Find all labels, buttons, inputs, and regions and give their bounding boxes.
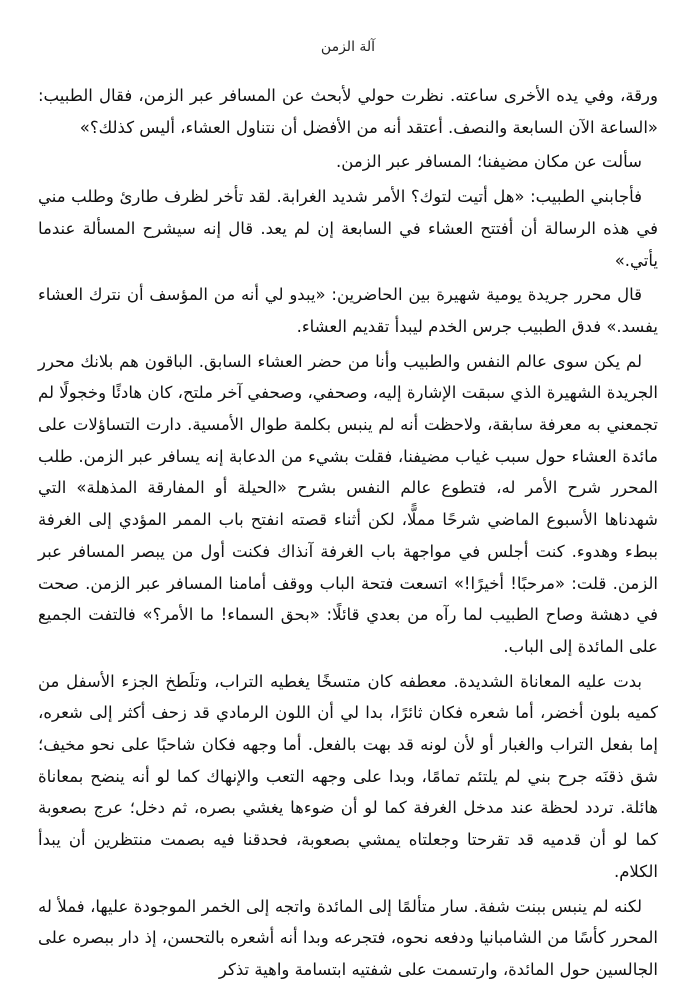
- paragraph: لم يكن سوى عالم النفس والطبيب وأنا من حضر العشاء السابق. الباقون هم بلانك محرر الجريدة الشهيرة الذي سبقت الإشارة إليه، وصحفي، وصحفي آخر ملتح، كان هادئًا وخجولًا لم تجمعني به معرفة سابقة، ولاحظت أنه لم ينبس بكلمة طوال الأمسية. دارت التساؤلات على مائدة العشاء حول سبب غياب مضيفنا، فقلت بشيء من الدعابة إنه يسافر عبر الزمن. طلب المحرر شرح الأمر له، فتطوع عالم النفس بشرح «الحيلة أو المفارقة المذهلة» التي شهدناها الأسبوع الماضي شرحًا مملًّا، لكن أثناء قصته انفتح باب الممر المؤدي إلى الغرفة ببطء وهدوء. كنت أجلس في مواجهة باب الغرفة آنذاك فكنت أول من يبصر المسافر عبر الزمن. قلت: «مرحبًا! أخيرًا!» اتسعت فتحة الباب ووقف أمامنا المسافر عبر الزمن. صحت في دهشة وصاح الطبيب لما رآه من بعدي قائلًا: «بحق السماء! ما الأمر؟» فالتفت الجميع على المائدة إلى الباب.: [38, 351, 658, 656]
- paragraph-continued: ورقة، وفي يده الأخرى ساعته. نظرت حولي لأبحث عن المسافر عبر الزمن، فقال الطبيب: «الساعة الآن السابعة والنصف. أعتقد أنه من الأفضل أن نتناول العشاء، أليس كذلك؟»: [38, 86, 658, 137]
- paragraph: بدت عليه المعاناة الشديدة. معطفه كان متسخًا يغطيه التراب، وتلَطخ الجزء الأسفل من كميه بلون أخضر، أما شعره فكان ثائرًا، بدا لي أن اللون الرمادي قد زحف أكثر إلى شعره، إما بفعل التراب والغبار أو لأن لونه قد بهت بالفعل. أما وجهه فكان شاحبًا على نحو مخيف؛ شق ذقنَه جرح بني لم يلتئم تمامًا، وبدا على وجهه التعب والإنهاك كما لو أنه ينضح بمعاناة هائلة. تردد لحظة عند مدخل الغرفة كما لو أن ضوءها يغشي بصره، ثم دخل؛ عرج بصعوبة كما لو أن قدميه قد تقرحتا وجعلتاه يمشي بصعوبة، فحدقنا فيه بصمت منتظرين أن يبدأ الكلام.: [38, 671, 658, 881]
- paragraph: قال محرر جريدة يومية شهيرة بين الحاضرين: «يبدو لي أنه من المؤسف أن نترك العشاء يفسد.» فدق الطبيب جرس الخدم ليبدأ تقديم العشاء.: [38, 285, 658, 336]
- paragraph: لكنه لم ينبس ببنت شفة. سار متألمًا إلى المائدة واتجه إلى الخمر الموجودة عليها، فملأ له المحرر كأسًا من الشامبانيا ودفعه نحوه، فتجرعه وبدا أنه أشعره بالتحسن، إذ دار ببصره على الجالسين حول المائدة، وارتسمت على شفتيه ابتسامة واهية تذكر: [38, 896, 658, 979]
- paragraph: سألت عن مكان مضيفنا؛ المسافر عبر الزمن.: [336, 152, 642, 172]
- paragraph: فأجابني الطبيب: «هل أتيت لتوك؟ الأمر شديد الغرابة. لقد تأخر لظرف طارئ وطلب مني في هذه الرسالة أن أفتتح العشاء في السابعة إن لم يعد. قال إنه سيشرح المسألة عندما يأتي.»: [38, 187, 658, 270]
- body-text: [38, 80, 658, 989]
- running-header-title: آلة الزمن: [320, 39, 376, 55]
